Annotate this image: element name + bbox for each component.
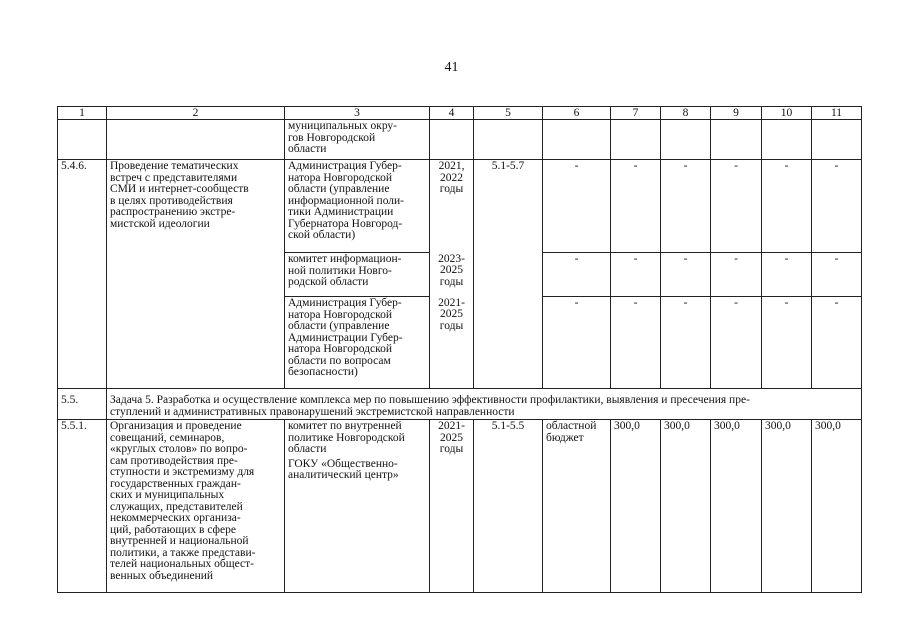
text-line: Администрация Губер-	[288, 297, 402, 309]
text-line: ских и муниципальных	[110, 489, 225, 501]
value-cell: 300,0	[812, 420, 862, 593]
text-line: 2022	[440, 171, 463, 184]
source-cell: -	[543, 160, 611, 253]
value-cell: -	[661, 297, 711, 389]
header-cell: 7	[611, 107, 661, 120]
table-row-continuation	[58, 120, 862, 160]
header-cell: 1	[58, 107, 107, 120]
value-cell: -	[711, 297, 762, 389]
header-cell: 4	[430, 107, 474, 120]
text-line: областной	[546, 420, 597, 432]
value-cell: -	[711, 253, 762, 297]
table-row-5-5-1	[58, 420, 862, 593]
text-line: годы	[439, 319, 464, 332]
source-cell	[543, 420, 611, 593]
text-line: комитет информацион-	[288, 253, 402, 265]
executor-cell	[285, 120, 430, 160]
text-line: области	[288, 143, 327, 155]
text-line: 2025	[440, 308, 463, 320]
text-line: области (управление	[288, 183, 390, 195]
text-line: совещаний, семинаров,	[110, 431, 225, 444]
text-line: ций, работающих в сфере	[110, 523, 236, 536]
measure-description	[107, 160, 285, 389]
text-line: 2025	[440, 264, 463, 276]
source-cell: -	[543, 297, 611, 389]
executor-cell	[285, 297, 430, 389]
text-line: Администрации Губер-	[288, 331, 403, 344]
text-line: сам противодействия пре-	[110, 454, 238, 467]
text-line: ГОКУ «Общественно-	[288, 457, 398, 470]
text-line: годы	[439, 183, 464, 195]
value-cell: -	[762, 160, 812, 253]
text-line: телей национальных общест-	[110, 558, 254, 570]
text-line: натора Новгородской	[288, 343, 393, 355]
text-line: области (управление	[288, 320, 390, 332]
text-line: годы	[439, 275, 464, 288]
source-cell: -	[543, 253, 611, 297]
text-line: ской области)	[288, 229, 356, 241]
header-cell: 8	[661, 107, 711, 120]
text-line: СМИ и интернет-сообществ	[110, 183, 249, 195]
header-cell: 10	[762, 107, 812, 120]
text-line: венных объединений	[110, 569, 214, 582]
text-line: Организация и проведение	[110, 420, 242, 432]
text-line: области по вопросам	[288, 354, 391, 367]
header-cell: 2	[107, 107, 285, 120]
text-line: комитет по внутренней	[288, 420, 402, 432]
header-cell: 6	[543, 107, 611, 120]
text-line: «круглых столов» по вопро-	[110, 443, 248, 455]
page-number: 41	[444, 60, 459, 75]
text-line: Администрация Губер-	[288, 160, 402, 172]
value-cell: -	[762, 253, 812, 297]
executor-cell	[285, 160, 430, 253]
text-line: натора Новгородской	[288, 308, 393, 321]
value-cell: -	[661, 160, 711, 253]
text-line: политики, а также представи-	[110, 546, 256, 559]
text-line: встреч с представителями	[110, 171, 238, 184]
value-cell: -	[611, 253, 661, 297]
text-line: информационной поли-	[288, 194, 405, 207]
measures-table	[57, 106, 862, 593]
text-line: внутренней и национальной	[110, 535, 249, 547]
text-line: муниципальных окру-	[288, 120, 398, 132]
text-line: 2021-	[438, 296, 465, 309]
header-cell: 5	[474, 107, 543, 120]
value-cell: -	[611, 297, 661, 389]
text-line: 2021,	[438, 160, 465, 172]
value-cell: -	[812, 253, 862, 297]
text-line: некоммерческих организа-	[110, 512, 241, 524]
header-cell: 11	[812, 107, 862, 120]
item-number: 5.4.6.	[58, 160, 107, 389]
text-line: натора Новгородской	[288, 171, 393, 184]
table-header-row	[58, 107, 862, 120]
value-cell: 300,0	[711, 420, 762, 593]
value-cell: 300,0	[611, 420, 661, 593]
text-line: 2021-	[438, 420, 465, 432]
value-cell: -	[611, 160, 661, 253]
value-cell: 300,0	[661, 420, 711, 593]
text-line: годы	[439, 443, 464, 455]
measure-description	[107, 420, 285, 593]
value-cell: 300,0	[762, 420, 812, 593]
text-line: ступности и экстремизму для	[110, 466, 255, 478]
text-line: безопасности)	[288, 366, 358, 378]
text-line: служащих, представителей	[110, 500, 243, 513]
text-line: Задача 5. Разработка и осуществление комплекса мер по повышению эффективности профилактики, выявления и пресечения пре-	[110, 394, 750, 406]
period-cell	[430, 297, 474, 389]
period-cell	[430, 253, 474, 297]
text-line: государственных граждан-	[110, 477, 241, 490]
header-cell: 9	[711, 107, 762, 120]
text-line: родской области	[288, 276, 369, 288]
text-line: 2025	[440, 431, 463, 444]
text-line: в целях противодействия	[110, 194, 233, 207]
text-line: Проведение тематических	[110, 160, 239, 172]
executor-cell	[285, 253, 430, 297]
text-line: политике Новгородской	[288, 431, 405, 444]
text-line: бюджет	[546, 431, 584, 444]
item-number: 5.5.	[58, 389, 107, 420]
text-line: тики Администрации	[288, 206, 394, 218]
text-line: 2023-	[438, 252, 465, 265]
period-cell	[430, 420, 474, 593]
text-line: аналитический центр»	[288, 469, 399, 481]
indicators-cell: 5.1-5.5	[474, 420, 543, 593]
text-line: Губернатора Новгород-	[288, 217, 403, 230]
table-row-5-4-6	[58, 160, 862, 253]
item-number: 5.5.1.	[58, 420, 107, 593]
task-heading	[107, 389, 862, 420]
text-line: ной политики Новго-	[288, 264, 392, 277]
text-line: области	[288, 443, 327, 455]
value-cell: -	[762, 297, 812, 389]
text-line: ступлений и административных правонарушений экстремистской направленности	[110, 405, 515, 418]
value-cell: -	[711, 160, 762, 253]
text-line: гов Новгородской	[288, 131, 376, 144]
table-row-5-5	[58, 389, 862, 420]
period-cell	[430, 160, 474, 253]
indicators-cell: 5.1-5.7	[474, 160, 543, 389]
text-line: мистской идеологии	[110, 217, 210, 230]
value-cell: -	[661, 253, 711, 297]
value-cell: -	[812, 160, 862, 253]
header-cell: 3	[285, 107, 430, 120]
executor-cell	[285, 420, 430, 593]
text-line: распространению экстре-	[110, 206, 236, 218]
value-cell: -	[812, 297, 862, 389]
